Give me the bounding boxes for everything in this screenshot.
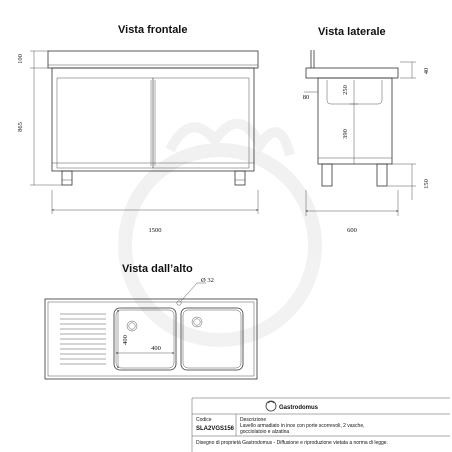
side-dimensions xyxy=(304,62,416,216)
footer-note: Disegno di proprietà Gastrodomus - Diffusione e riproduzione vietata a norma di legge. xyxy=(196,440,388,446)
descrizione-line-1: Lavello armadiato in inox con porte scorrevoli, 2 vasche, xyxy=(240,423,365,429)
side-depth-label: 600 xyxy=(347,227,357,234)
side-lower-label: 390 xyxy=(342,129,349,139)
side-top-label: 40 xyxy=(423,67,430,75)
front-view-title: Vista frontale xyxy=(118,24,188,36)
front-width-label: 1500 xyxy=(148,227,162,234)
top-view-title: Vista dall’alto xyxy=(122,263,193,275)
codice-value: SLA2VGS156 xyxy=(196,426,235,432)
side-legs-label: 150 xyxy=(423,179,430,189)
brand-logo-icon xyxy=(266,401,276,411)
descrizione-label: Descrizione xyxy=(240,417,267,423)
front-top-height-label: 100 xyxy=(17,54,24,64)
codice-label: Codice xyxy=(196,417,212,423)
side-lip-label: 80 xyxy=(302,94,310,101)
bowl-width-label: 400 xyxy=(151,345,161,352)
brand-name: Gastrodomus xyxy=(279,405,319,411)
descrizione-line-2: gocciolatoio e alzatina xyxy=(240,429,290,435)
side-view xyxy=(306,50,398,186)
drainboard-grooves xyxy=(60,314,106,364)
bowl-depth-label: 400 xyxy=(122,335,129,345)
side-upper-label: 250 xyxy=(342,85,349,95)
front-view xyxy=(48,51,258,185)
front-body-height-label: 865 xyxy=(17,122,24,132)
side-view-title: Vista laterale xyxy=(318,26,386,38)
drain-hole-label: Ø 32 xyxy=(201,277,214,284)
